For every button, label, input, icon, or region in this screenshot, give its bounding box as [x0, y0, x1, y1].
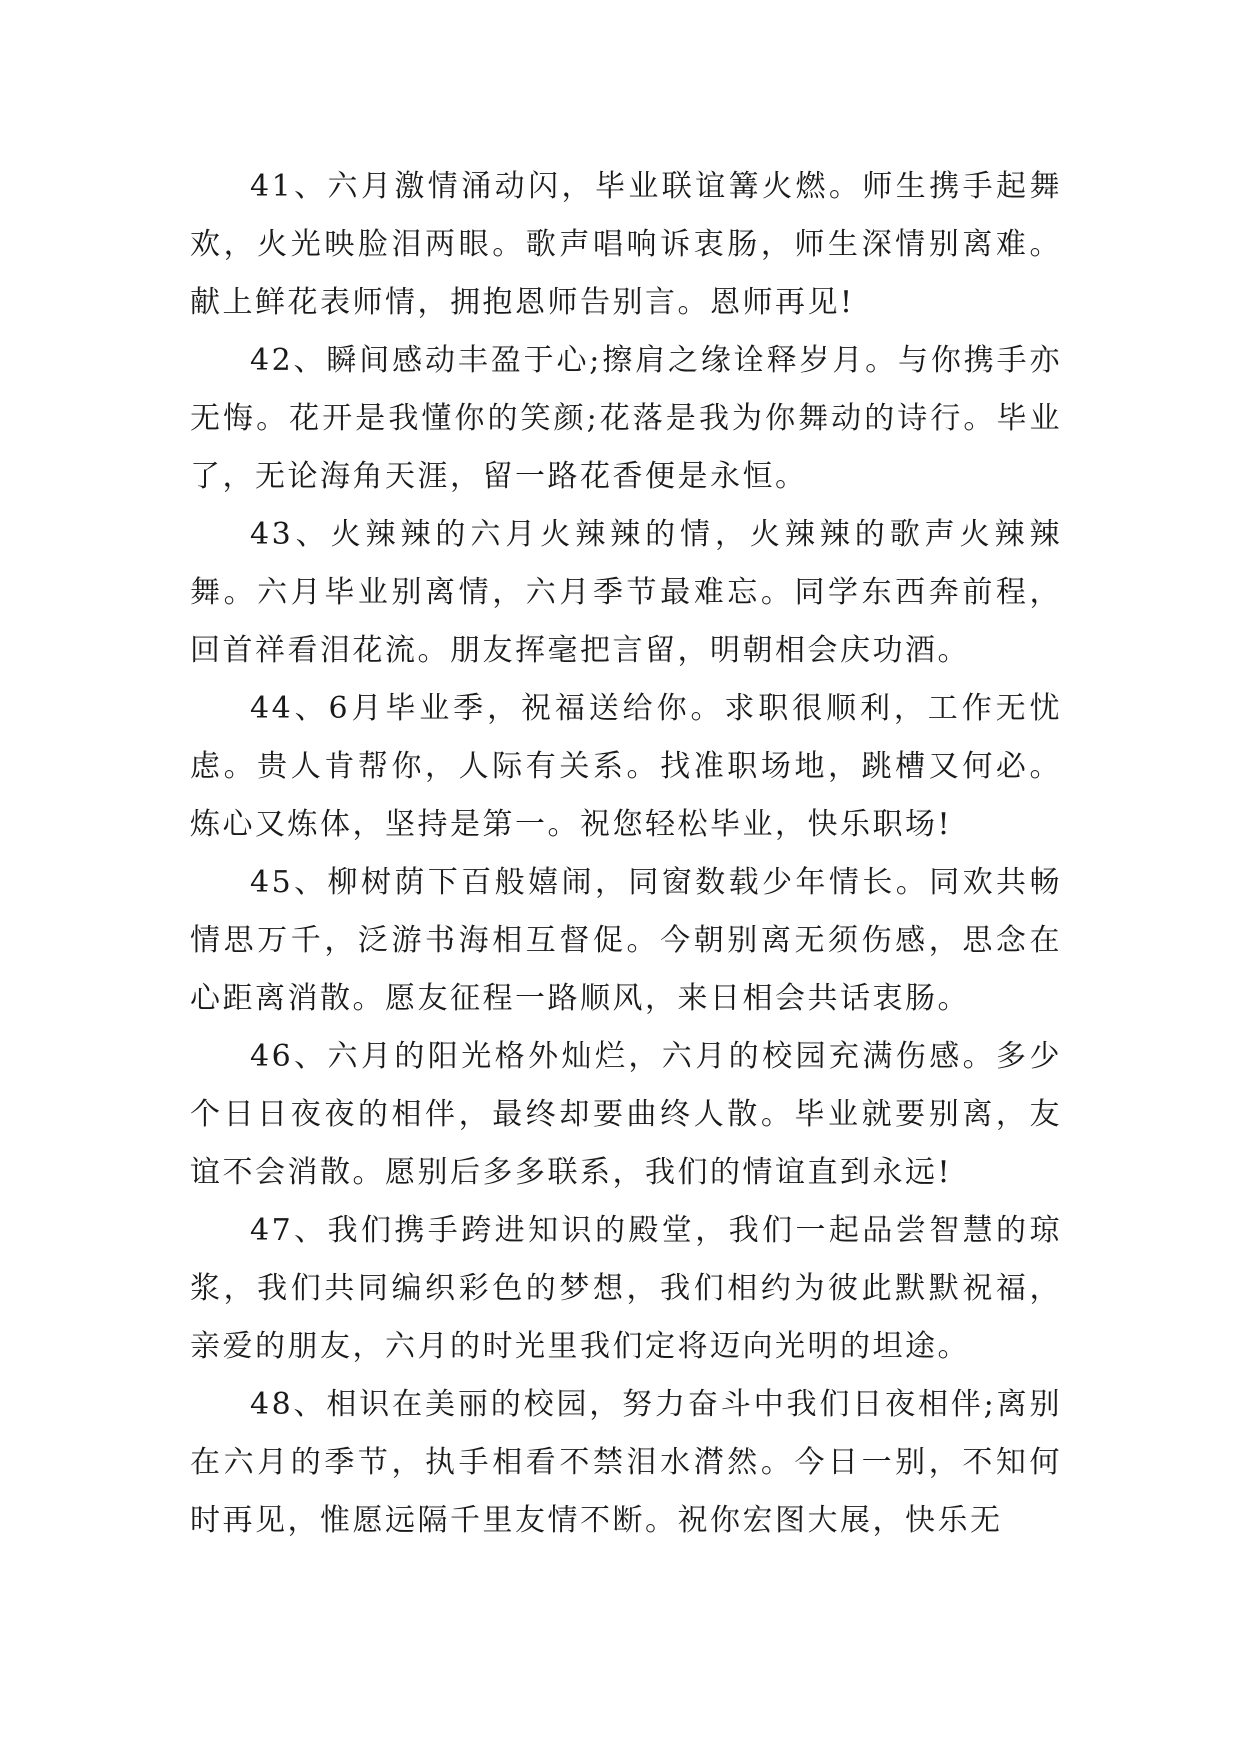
paragraph-47: 47、我们携手跨进知识的殿堂，我们一起品尝智慧的琼浆，我们共同编织彩色的梦想，我们相约为彼此默默祝福，亲爱的朋友，六月的时光里我们定将迈向光明的坦途。: [190, 1213, 1062, 1364]
paragraph-46: 46、六月的阳光格外灿烂，六月的校园充满伤感。多少个日日夜夜的相伴，最终却要曲终人散。毕业就要别离，友谊不会消散。愿别后多多联系，我们的情谊直到永远!: [190, 1039, 1062, 1190]
paragraph-43: 43、火辣辣的六月火辣辣的情，火辣辣的歌声火辣辣舞。六月毕业别离情，六月季节最难忘。同学东西奔前程，回首祥看泪花流。朋友挥毫把言留，明朝相会庆功酒。: [190, 517, 1062, 668]
paragraph-42: 42、瞬间感动丰盈于心;擦肩之缘诠释岁月。与你携手亦无悔。花开是我懂你的笑颜;花落是我为你舞动的诗行。毕业了，无论海角天涯，留一路花香便是永恒。: [190, 343, 1062, 494]
paragraph-45: 45、柳树荫下百般嬉闹，同窗数载少年情长。同欢共畅情思万千，泛游书海相互督促。今朝别离无须伤感，思念在心距离消散。愿友征程一路顺风，来日相会共话衷肠。: [190, 865, 1062, 1016]
paragraph-44: 44、6月毕业季，祝福送给你。求职很顺利，工作无忧虑。贵人肯帮你，人际有关系。找准职场地，跳槽又何必。炼心又炼体，坚持是第一。祝您轻松毕业，快乐职场!: [190, 691, 1062, 842]
paragraph-48: 48、相识在美丽的校园，努力奋斗中我们日夜相伴;离别在六月的季节，执手相看不禁泪水潸然。今日一别，不知何时再见，惟愿远隔千里友情不断。祝你宏图大展，快乐无: [190, 1387, 1062, 1538]
document-body: [190, 158, 1062, 1550]
paragraph-41: 41、六月激情涌动闪，毕业联谊篝火燃。师生携手起舞欢，火光映脸泪两眼。歌声唱响诉衷肠，师生深情别离难。献上鲜花表师情，拥抱恩师告别言。恩师再见!: [190, 169, 1062, 320]
